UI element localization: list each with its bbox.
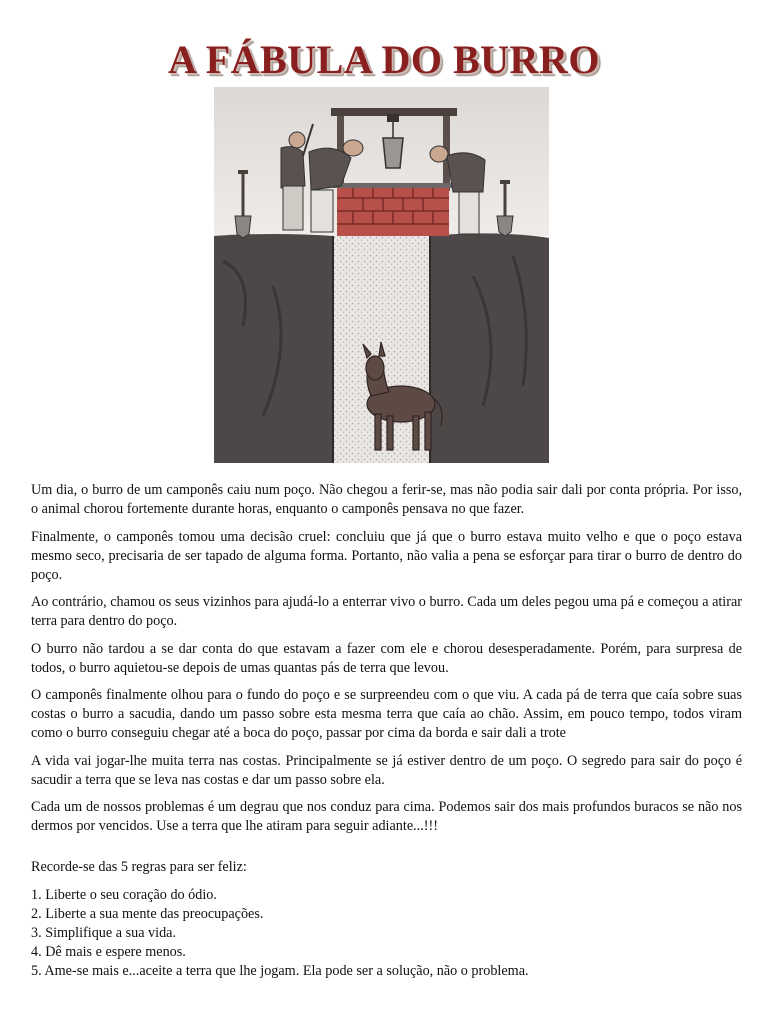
rule-item: 5. Ame-se mais e...aceite a terra que lhe jogam. Ela pode ser a solução, não o problema. bbox=[31, 962, 529, 979]
donkey-well-illustration bbox=[213, 86, 550, 464]
rules-intro: Recorde-se das 5 regras para ser feliz: bbox=[31, 859, 247, 875]
story-paragraph: Ao contrário, chamou os seus vizinhos para ajudá-lo a enterrar vivo o burro. Cada um deles pegou uma pá e começou a atirar terra para dentro do poço. bbox=[31, 594, 742, 629]
story-paragraph: Finalmente, o camponês tomou uma decisão cruel: concluiu que já que o burro estava muito velho e que o poço estava mesmo seco, precisaria de ser tapado de alguma forma. Portanto, não valia a pena se esforçar para tirar o burro de dentro do poço. bbox=[31, 528, 742, 583]
page-title: A FÁBULA DO BURRO bbox=[168, 37, 600, 82]
story-paragraph: Cada um de nossos problemas é um degrau que nos conduz para cima. Podemos sair dos mais profundos buracos se não nos dermos por vencidos. Use a terra que lhe atiram para seguir adiante...!!! bbox=[31, 799, 742, 834]
rule-item: 3. Simplifique a sua vida. bbox=[31, 924, 177, 941]
story-paragraph: O camponês finalmente olhou para o fundo do poço e se surpreendeu com o que viu. A cada pá de terra que caía sobre suas costas o burro a sacudia, dando um passo sobre esta mesma terra que caía ao chão. Assim, em pouco tempo, todos viram como o burro conseguiu chegar até a boca do poço, passar por cima da borda e sair dali a trote bbox=[31, 687, 742, 741]
story-paragraph: Um dia, o burro de um camponês caiu num poço. Não chegou a ferir-se, mas não podia sair dali por conta própria. Por isso, o animal chorou fortemente durante horas, enquanto o camponês pensava no que fazer. bbox=[31, 482, 742, 517]
story-paragraph: O burro não tardou a se dar conta do que estavam a fazer com ele e chorou desesperadamente. Porém, para surpresa de todos, o burro aquietou-se depois de umas quantas pás de terra que levou. bbox=[31, 640, 742, 676]
story-body bbox=[31, 481, 742, 981]
story-paragraph: A vida vai jogar-lhe muita terra nas costas. Principalmente se já estiver dentro de um poço. O segredo para sair do poço é sacudir a terra que se leva nas costas e dar um passo sobre ela. bbox=[31, 752, 742, 788]
rules-list bbox=[31, 886, 742, 981]
rule-item: 1. Liberte o seu coração do ódio. bbox=[31, 886, 217, 903]
rule-item: 4. Dê mais e espere menos. bbox=[31, 943, 186, 960]
rule-item: 2. Liberte a sua mente das preocupações. bbox=[31, 905, 264, 922]
